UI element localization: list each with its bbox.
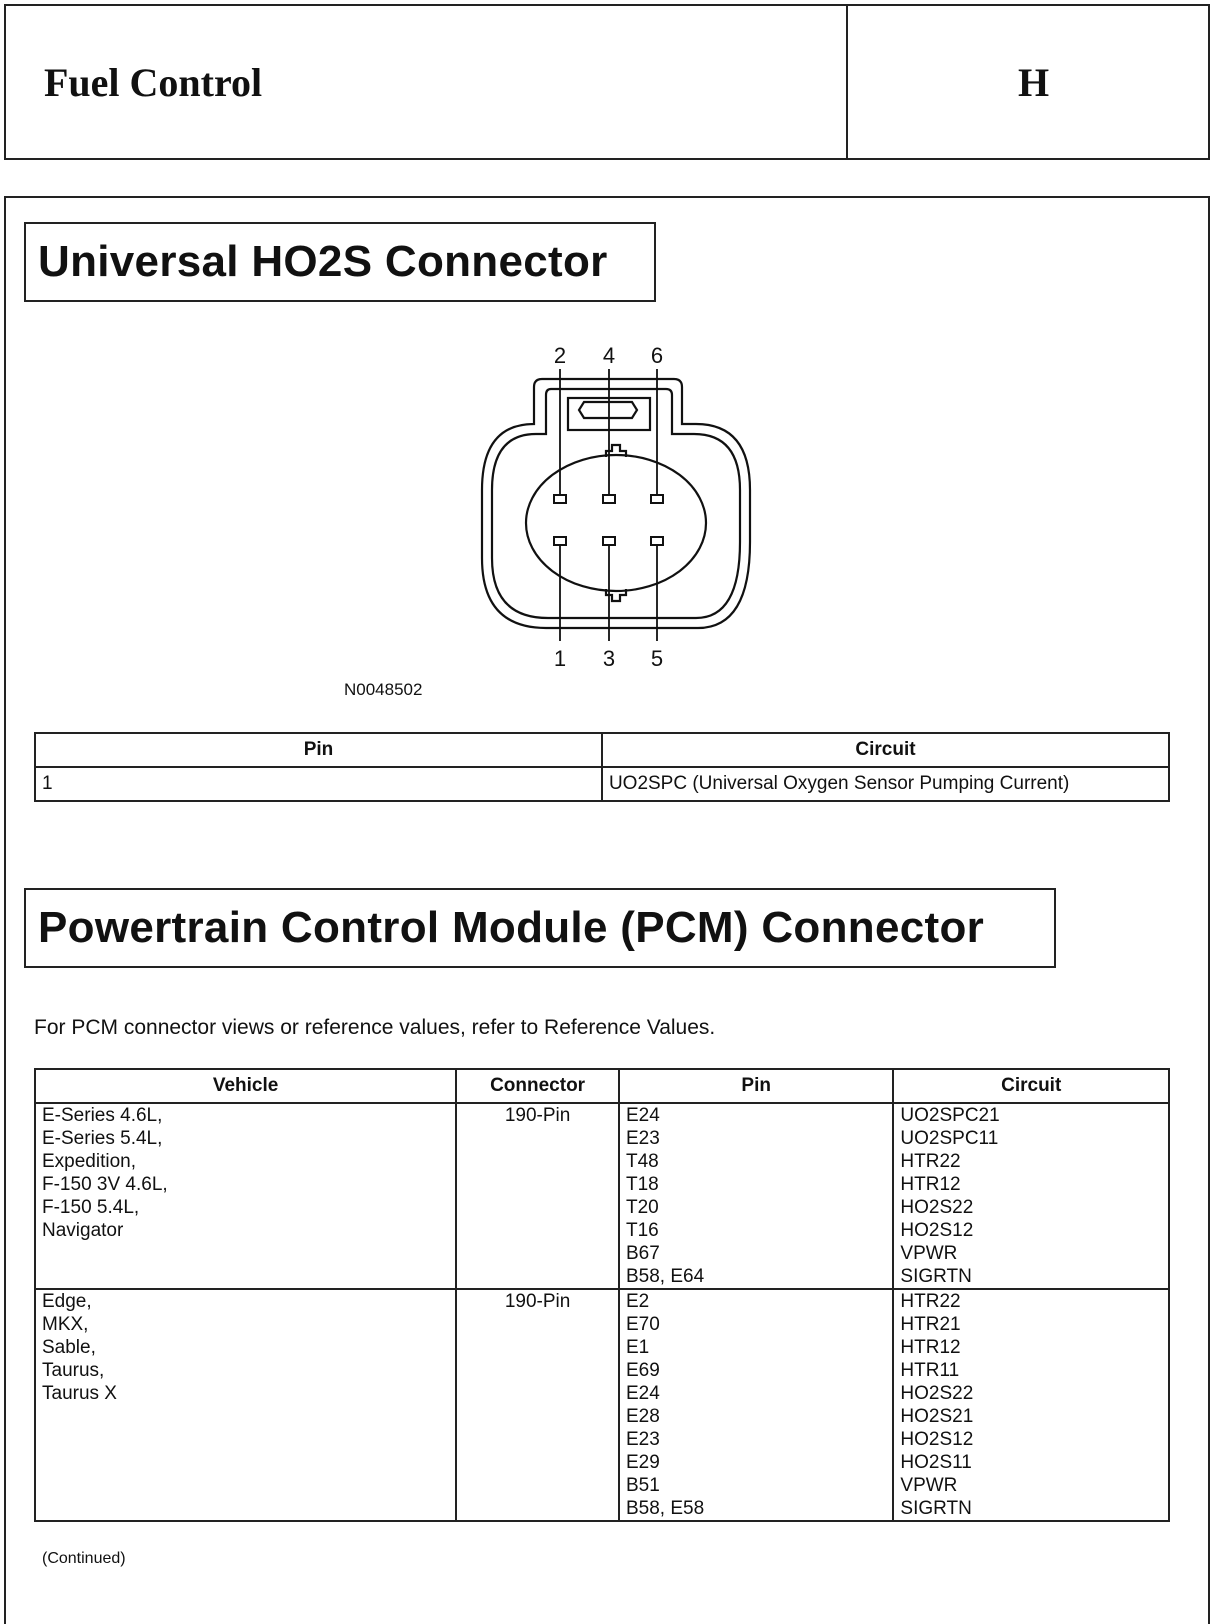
- circuit-line: HTR22: [900, 1151, 961, 1172]
- continued-note: (Continued): [42, 1550, 126, 1567]
- pin-line: T20: [626, 1197, 659, 1218]
- vehicle-line: Taurus X: [42, 1383, 117, 1404]
- pin-line: T48: [626, 1151, 659, 1172]
- connector-cell: 190-Pin: [456, 1289, 619, 1521]
- pin-line: B58, E58: [626, 1498, 705, 1519]
- vehicle-line: E-Series 4.6L,: [42, 1105, 163, 1126]
- circuit-line: HO2S12: [900, 1429, 974, 1450]
- pin-line: E69: [626, 1360, 660, 1381]
- circuit-line: HTR22: [900, 1291, 961, 1312]
- pin-line: E23: [626, 1128, 660, 1149]
- pin-line: T16: [626, 1220, 659, 1241]
- circuit-cell: [893, 1103, 1169, 1289]
- ho2s-heading: Universal HO2S Connector: [24, 222, 656, 302]
- page-header: [4, 4, 1210, 160]
- vehicle-line: MKX,: [42, 1314, 89, 1335]
- circuit-line: HO2S12: [900, 1220, 974, 1241]
- col-header-circuit: Circuit: [893, 1069, 1169, 1103]
- circuit-line: SIGRTN: [900, 1266, 972, 1287]
- circuit-line: HTR21: [900, 1314, 961, 1335]
- vehicle-line: Expedition,: [42, 1151, 137, 1172]
- circuit-line: HTR12: [900, 1174, 961, 1195]
- vehicle-line: Taurus,: [42, 1360, 105, 1381]
- terminal-3: [603, 537, 615, 545]
- connector-cell: 190-Pin: [456, 1103, 619, 1289]
- circuit-line: HTR12: [900, 1337, 961, 1358]
- col-header-connector: Connector: [456, 1069, 619, 1103]
- col-header-pin: Pin: [619, 1069, 893, 1103]
- content-frame: [4, 196, 1210, 1624]
- pin-label-2: 2: [553, 343, 567, 368]
- pin-line: E2: [626, 1291, 650, 1312]
- section-letter: H: [1018, 59, 1050, 105]
- circuit-line: HO2S22: [900, 1197, 974, 1218]
- terminal-4: [603, 495, 615, 503]
- circuit-line: UO2SPC21: [900, 1105, 1000, 1126]
- circuit-line: HO2S22: [900, 1383, 974, 1404]
- circuit-line: VPWR: [900, 1243, 958, 1264]
- circuit-cell: [893, 1289, 1169, 1521]
- pin-label-5: 5: [650, 646, 664, 671]
- circuit-cell: UO2SPC (Universal Oxygen Sensor Pumping Current): [602, 767, 1169, 801]
- ho2s-connector-diagram: [6, 198, 1206, 718]
- terminal-5: [651, 537, 663, 545]
- table-row: [35, 1103, 1169, 1289]
- circuit-line: HTR11: [900, 1360, 960, 1381]
- vehicle-cell: [35, 1289, 456, 1521]
- vehicle-line: Edge,: [42, 1291, 92, 1312]
- pin-cell: [619, 1103, 893, 1289]
- pin-line: B58, E64: [626, 1266, 705, 1287]
- pin-line: B51: [626, 1475, 660, 1496]
- vehicle-line: F-150 3V 4.6L,: [42, 1174, 168, 1195]
- vehicle-line: Navigator: [42, 1220, 124, 1241]
- pin-line: E29: [626, 1452, 660, 1473]
- circuit-line: HO2S21: [900, 1406, 974, 1427]
- terminal-6: [651, 495, 663, 503]
- vehicle-cell: [35, 1103, 456, 1289]
- pin-line: E1: [626, 1337, 650, 1358]
- pin-line: E24: [626, 1105, 660, 1126]
- pcm-note: For PCM connector views or reference values, refer to Reference Values.: [34, 1016, 716, 1039]
- col-header-circuit: Circuit: [602, 733, 1169, 767]
- pin-line: E70: [626, 1314, 660, 1335]
- pcm-table: [34, 1068, 1170, 1522]
- table-row: [35, 767, 1169, 801]
- vehicle-line: F-150 5.4L,: [42, 1197, 140, 1218]
- pin-label-6: 6: [650, 343, 664, 368]
- pin-cell: 1: [35, 767, 602, 801]
- pcm-heading: Powertrain Control Module (PCM) Connector: [24, 888, 1056, 968]
- terminal-1: [554, 537, 566, 545]
- pin-line: E24: [626, 1383, 660, 1404]
- col-header-pin: Pin: [35, 733, 602, 767]
- table-row: [35, 1289, 1169, 1521]
- pin-label-3: 3: [602, 646, 616, 671]
- vehicle-line: Sable,: [42, 1337, 96, 1358]
- ho2s-pin-table: [34, 732, 1170, 802]
- col-header-vehicle: Vehicle: [35, 1069, 456, 1103]
- circuit-line: VPWR: [900, 1475, 958, 1496]
- page-title: Fuel Control: [6, 6, 848, 158]
- vehicle-line: E-Series 5.4L,: [42, 1128, 163, 1149]
- pin-cell: [619, 1289, 893, 1521]
- circuit-line: SIGRTN: [900, 1498, 972, 1519]
- pin-label-4: 4: [602, 343, 616, 368]
- circuit-line: UO2SPC11: [900, 1128, 999, 1149]
- pin-line: T18: [626, 1174, 659, 1195]
- figure-id: N0048502: [344, 680, 423, 699]
- pin-label-1: 1: [553, 646, 567, 671]
- circuit-line: HO2S11: [900, 1452, 972, 1473]
- pin-line: B67: [626, 1243, 660, 1264]
- pin-line: E23: [626, 1429, 660, 1450]
- pin-line: E28: [626, 1406, 660, 1427]
- terminal-2: [554, 495, 566, 503]
